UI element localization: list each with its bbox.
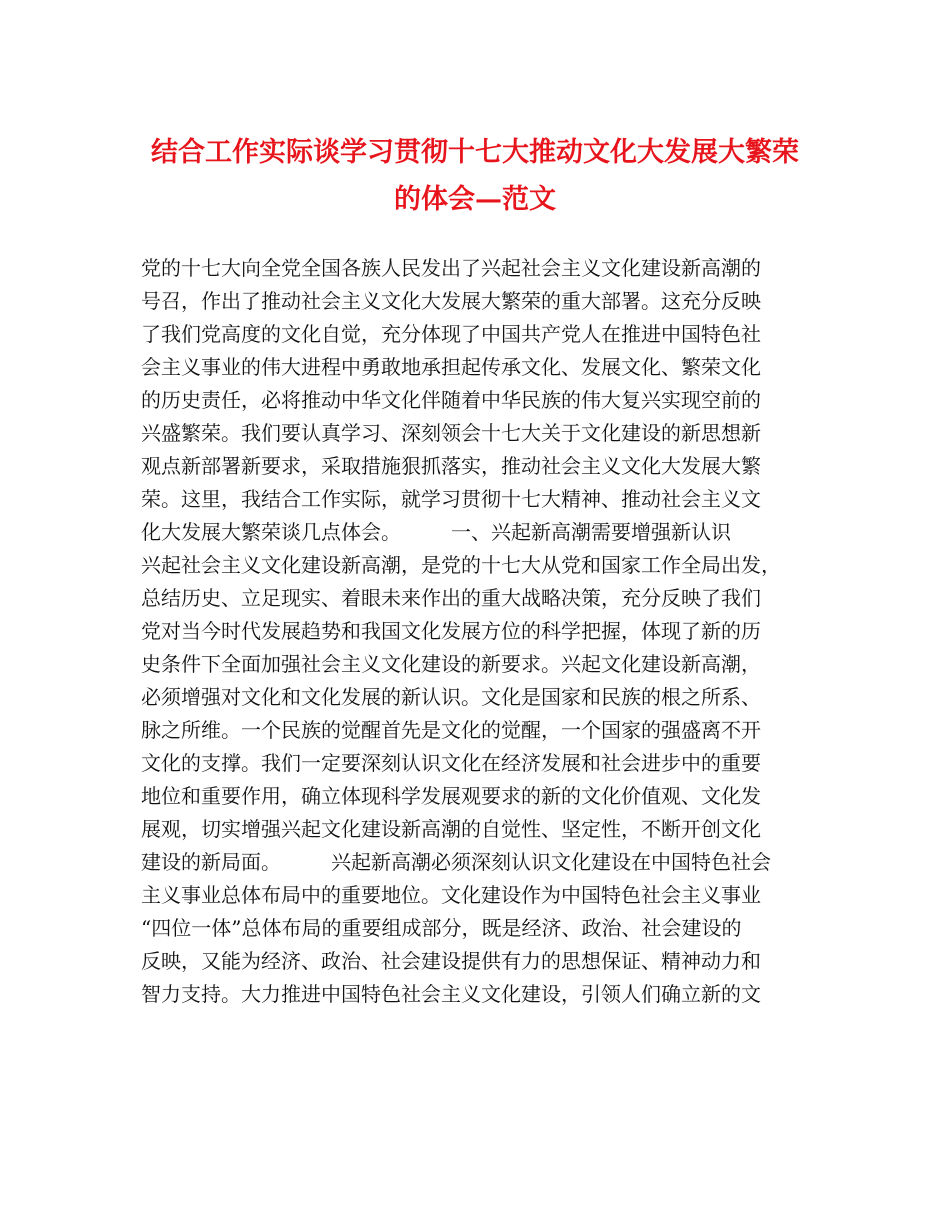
body-line: 智力支持。大力推进中国特色社会主义文化建设，引领人们确立新的文 xyxy=(141,982,761,1006)
body-line: 必须增强对文化和文化发展的新认识。文化是国家和民族的根之所系、 xyxy=(141,685,761,709)
body-line: 脉之所维。一个民族的觉醒首先是文化的觉醒，一个国家的强盛离不开 xyxy=(141,718,761,742)
body-line: 建设的新局面。 兴起新高潮必须深刻认识文化建设在中国特色社会 xyxy=(141,850,771,874)
body-line: 史条件下全面加强社会主义文化建设的新要求。兴起文化建设新高潮， xyxy=(141,652,761,676)
body-line: 会主义事业的伟大进程中勇敢地承担起传承文化、发展文化、繁荣文化 xyxy=(141,355,761,379)
body-line: 党的十七大向全党全国各族人民发出了兴起社会主义文化建设新高潮的 xyxy=(141,256,761,280)
body-line: 了我们党高度的文化自觉，充分体现了中国共产党人在推进中国特色社 xyxy=(141,322,761,346)
body-line: 的历史责任，必将推动中华文化伴随着中华民族的伟大复兴实现空前的 xyxy=(141,388,761,412)
body-line: 总结历史、立足现实、着眼未来作出的重大战略决策，充分反映了我们 xyxy=(141,586,761,610)
body-line: 号召，作出了推动社会主义文化大发展大繁荣的重大部署。这充分反映 xyxy=(141,289,761,313)
body-line: 化大发展大繁荣谈几点体会。 一、兴起新高潮需要增强新认识 xyxy=(141,520,731,544)
body-line: 荣。这里，我结合工作实际，就学习贯彻十七大精神、推动社会主义文 xyxy=(141,487,761,511)
body-line: 兴盛繁荣。我们要认真学习、深刻领会十七大关于文化建设的新思想新 xyxy=(141,421,761,445)
body-line: 反映，又能为经济、政治、社会建设提供有力的思想保证、精神动力和 xyxy=(141,949,761,973)
body-line: 观点新部署新要求，采取措施狠抓落实，推动社会主义文化大发展大繁 xyxy=(141,454,761,478)
body-line: 地位和重要作用，确立体现科学发展观要求的新的文化价值观、文化发 xyxy=(141,784,761,808)
body-line: 文化的支撑。我们一定要深刻认识文化在经济发展和社会进步中的重要 xyxy=(141,751,761,775)
body-line: 兴起社会主义文化建设新高潮，是党的十七大从党和国家工作全局出发， xyxy=(141,553,781,577)
body-line: “四位一体”总体布局的重要组成部分，既是经济、政治、社会建设的 xyxy=(141,916,742,940)
document-body xyxy=(141,252,831,1011)
body-line: 展观，切实增强兴起文化建设新高潮的自觉性、坚定性，不断开创文化 xyxy=(141,817,761,841)
document-title-line-2: 的体会—范文 xyxy=(394,184,556,215)
body-line: 党对当今时代发展趋势和我国文化发展方位的科学把握，体现了新的历 xyxy=(141,619,761,643)
body-line: 主义事业总体布局中的重要地位。文化建设作为中国特色社会主义事业 xyxy=(141,883,761,907)
document-title-line-1: 结合工作实际谈学习贯彻十七大推动文化大发展大繁荣 xyxy=(151,137,799,168)
